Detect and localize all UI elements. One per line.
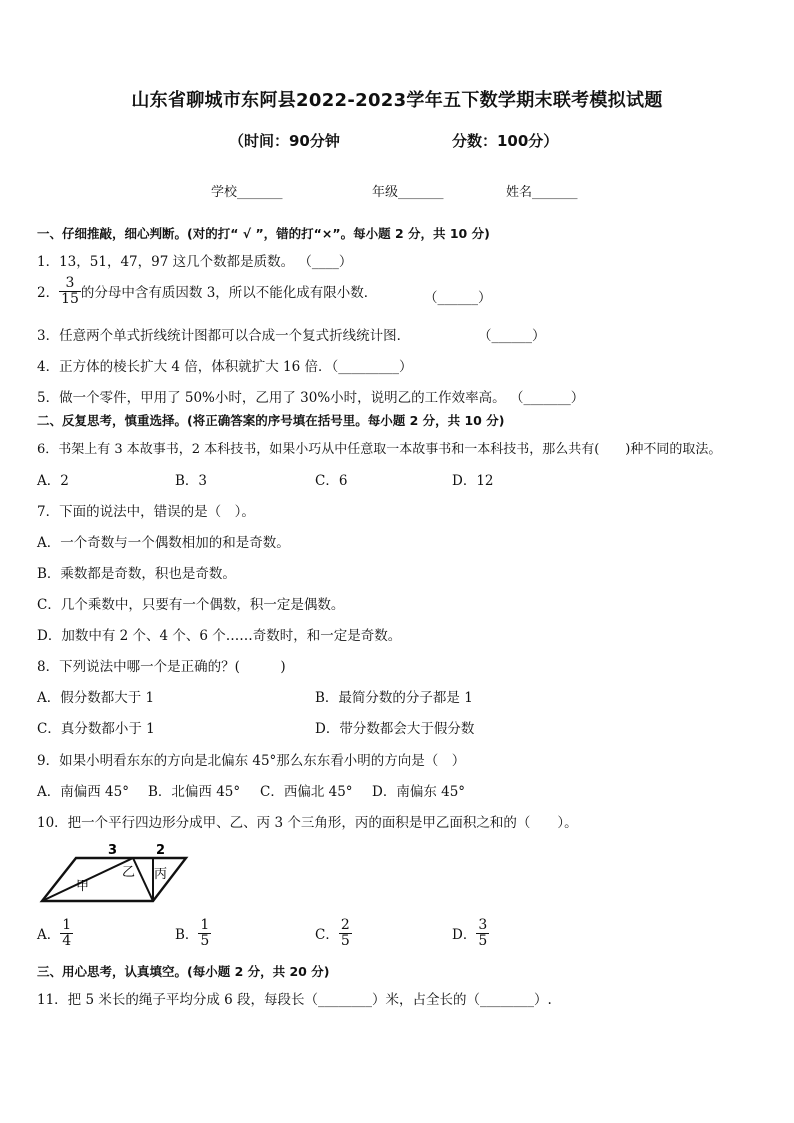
label-bing: 丙 [154,867,168,882]
option-fraction [476,918,489,948]
fraction-numerator: 3 [59,276,81,292]
grade-field: 年级_______ [372,185,444,200]
question-4: 4．正方体的棱长扩大 4 倍，体积就扩大 16 倍．（_________） [37,359,413,375]
option-fraction [60,918,73,948]
question-8-option-d: D．带分数都会大于假分数 [315,721,475,737]
name-field: 姓名_______ [506,185,578,200]
exam-title: 山东省聊城市东阿县2022-2023学年五下数学期末联考模拟试题 [131,90,663,111]
option-letter: A． [37,927,61,944]
exam-time: （时间：90分钟 [229,132,340,150]
question-10: 10．把一个平行四边形分成甲、乙、丙 3 个三角形，丙的面积是甲乙面积之和的（ ）。 [37,815,578,831]
question-10-option-c [315,918,352,948]
question-10-option-a [37,918,73,948]
question-2-fraction [59,276,81,306]
option-letter: C． [315,927,339,944]
question-2-text: 的分母中含有质因数 3，所以不能化成有限小数． [80,285,378,302]
question-7-option-c: C．几个乘数中，只要有一个偶数，积一定是偶数。 [37,597,345,613]
option-fraction [339,918,352,948]
fraction-numerator: 1 [62,917,72,933]
question-7-option-d: D．加数中有 2 个、4 个、6 个……奇数时，和一定是奇数。 [37,628,402,644]
option-letter: D． [452,927,477,944]
question-3-blank: （______） [478,328,546,344]
question-10-option-d [452,918,489,948]
question-9-option-c: C．西偏北 45° [260,784,353,800]
fraction-denominator: 5 [478,932,488,949]
section-3-heading: 三、用心思考，认真填空。(每小题 2 分，共 20 分) [37,964,330,979]
question-8-option-a: A．假分数都大于 1 [37,690,155,706]
question-6-option-c: C．6 [315,473,348,489]
question-7-option-b: B．乘数都是奇数，积也是奇数。 [37,566,236,582]
label-yi: 乙 [122,865,136,880]
question-9: 9．如果小明看东东的方向是北偏东 45°那么东东看小明的方向是（ ） [37,753,466,769]
question-7-option-a: A．一个奇数与一个偶数相加的和是奇数。 [37,535,290,551]
option-fraction [198,918,211,948]
question-7: 7．下面的说法中，错误的是（ ）。 [37,504,255,520]
fraction-denominator: 4 [62,932,72,949]
question-5: 5．做一个零件，甲用了 50%小时，乙用了 30%小时，说明乙的工作效率高。 （_______） [37,390,585,406]
label-2: 2 [156,843,166,858]
question-2 [37,276,377,306]
label-3: 3 [108,843,118,858]
question-11: 11．把 5 米长的绳子平均分成 6 段，每段长（________）米，占全长的（________）. [37,992,552,1008]
exam-score: 分数：100分） [452,132,559,150]
school-field: 学校_______ [211,185,283,200]
fraction-numerator: 1 [200,917,210,933]
fraction-denominator: 5 [200,932,210,949]
question-6-option-d: D．12 [452,473,494,489]
option-letter: B． [175,927,199,944]
label-jia: 甲 [76,879,90,894]
question-8: 8．下列说法中哪一个是正确的？( ) [37,659,286,675]
question-8-option-c: C．真分数都小于 1 [37,721,155,737]
question-2-number: 2． [37,285,60,302]
question-6-option-b: B．3 [175,473,208,489]
question-9-option-d: D．南偏东 45° [372,784,466,800]
parallelogram-figure [36,838,196,904]
question-2-blank: （______） [424,290,492,306]
question-9-option-b: B．北偏西 45° [148,784,241,800]
question-10-option-b [175,918,211,948]
divider-line-3 [133,858,153,901]
question-1: 1．13，51，47，97 这几个数都是质数。 （____） [37,254,353,270]
question-6-option-a: A．2 [37,473,69,489]
section-1-heading: 一、仔细推敲，细心判断。(对的打“ √ ”，错的打“×”。每小题 2 分，共 10 分) [37,226,490,241]
fraction-numerator: 3 [478,917,488,933]
fraction-numerator: 2 [340,917,350,933]
section-2-heading: 二、反复思考，慎重选择。(将正确答案的序号填在括号里。每小题 2 分，共 10 分) [37,413,505,428]
question-8-option-b: B．最简分数的分子都是 1 [315,690,473,706]
fraction-denominator: 15 [61,290,79,307]
question-3: 3．任意两个单式折线统计图都可以合成一个复式折线统计图． [37,328,411,344]
question-6: 6．书架上有 3 本故事书，2 本科技书，如果小巧从中任意取一本故事书和一本科技书，那么共有( )种不同的取法。 [37,442,722,457]
question-9-option-a: A．南偏西 45° [37,784,129,800]
fraction-denominator: 5 [340,932,350,949]
